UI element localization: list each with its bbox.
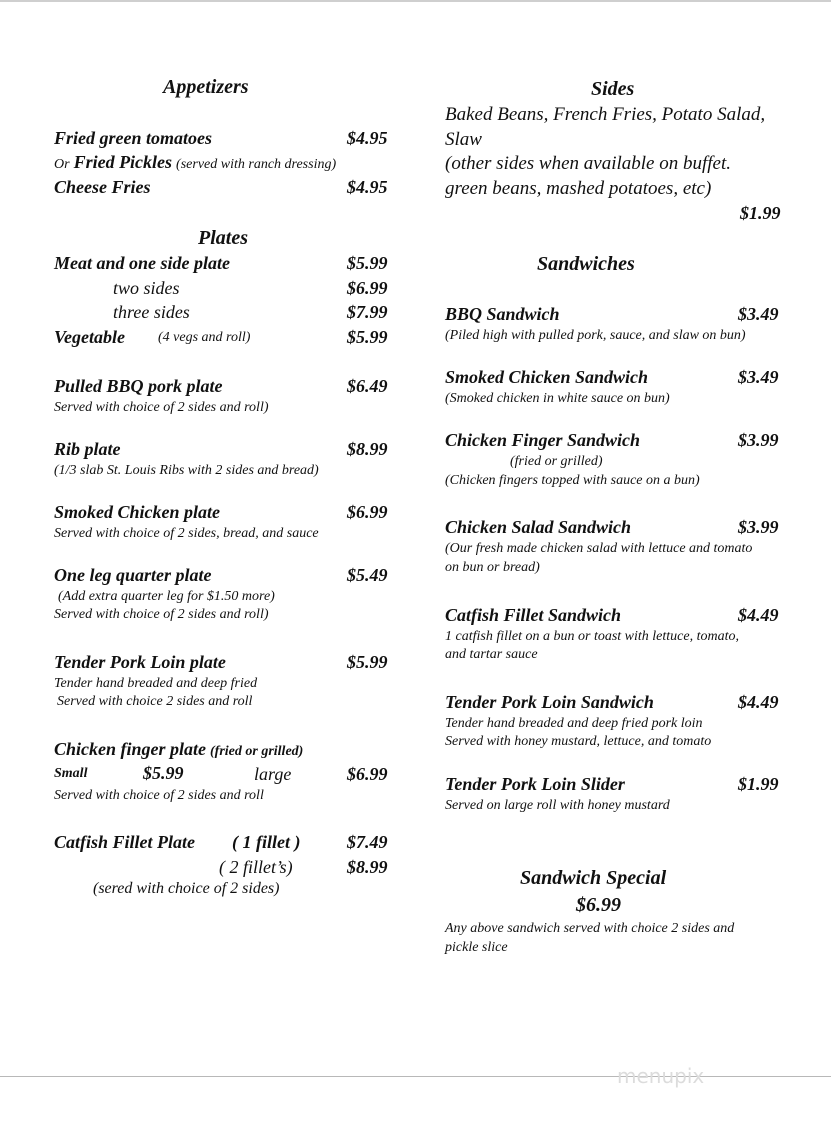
leg-quarter-price: $5.49: [347, 565, 388, 585]
catfish-two-price: $8.99: [347, 857, 388, 877]
two-sides-price: $6.99: [347, 278, 388, 298]
pork-loin-slider-desc: Served on large roll with honey mustard: [445, 798, 670, 813]
chicken-finger-plate-desc: Served with choice of 2 sides and roll: [54, 788, 264, 803]
smoked-chicken-name: Smoked Chicken plate: [54, 502, 220, 522]
pulled-bbq-price: $6.49: [347, 376, 388, 396]
large-label: large: [254, 764, 292, 784]
small-label: Small: [54, 766, 88, 781]
fried-green-tomatoes-price: $4.95: [347, 128, 388, 148]
three-sides-price: $7.99: [347, 302, 388, 322]
vegetable-price: $5.99: [347, 327, 388, 347]
chicken-salad-sandwich-price: $3.99: [738, 517, 779, 537]
appetizers-title: Appetizers: [163, 76, 249, 98]
catfish-sandwich-name: Catfish Fillet Sandwich: [445, 605, 622, 625]
special-desc-1: Any above sandwich served with choice 2 sides and: [445, 921, 735, 936]
or-label: Or: [54, 157, 70, 172]
scan-bottom-edge: [0, 1076, 831, 1077]
leg-quarter-name: One leg quarter plate: [54, 565, 212, 585]
chicken-finger-plate-note: (fried or grilled): [210, 744, 304, 759]
vegetable-name: Vegetable: [54, 327, 125, 347]
fried-green-tomatoes-name: Fried green tomatoes: [54, 128, 212, 148]
fried-pickles-line: [54, 152, 336, 173]
pork-loin-plate-desc-1: Tender hand breaded and deep fried: [54, 676, 258, 691]
scan-top-edge: [0, 0, 831, 2]
bbq-sandwich-desc: (Piled high with pulled pork, sauce, and slaw on bun): [445, 328, 746, 343]
catfish-plate-name: Catfish Fillet Plate: [54, 832, 196, 852]
small-price: $5.99: [143, 763, 184, 783]
smoked-chicken-sandwich-desc: (Smoked chicken in white sauce on bun): [445, 391, 670, 406]
sides-line-3: (other sides when available on buffet.: [445, 153, 732, 174]
chicken-salad-sandwich-desc-2: on bun or bread): [445, 560, 540, 575]
fried-pickles-name: Fried Pickles: [73, 152, 173, 172]
catfish-sandwich-desc-2: and tartar sauce: [445, 647, 538, 662]
leg-quarter-desc-2: Served with choice of 2 sides and roll): [54, 607, 269, 622]
chicken-salad-sandwich-desc-1: (Our fresh made chicken salad with lettuce and tomato: [445, 541, 753, 556]
chicken-finger-sandwich-desc-2: (Chicken fingers topped with sauce on a bun): [445, 473, 700, 488]
chicken-salad-sandwich-name: Chicken Salad Sandwich: [445, 517, 632, 537]
sides-line-2: Slaw: [445, 129, 482, 150]
plates-title: Plates: [198, 227, 248, 249]
smoked-chicken-sandwich-price: $3.49: [738, 367, 779, 387]
rib-plate-price: $8.99: [347, 439, 388, 459]
special-price: $6.99: [576, 894, 621, 916]
pork-loin-sandwich-desc-2: Served with honey mustard, lettuce, and tomato: [445, 734, 712, 749]
smoked-chicken-desc: Served with choice of 2 sides, bread, and sauce: [54, 526, 319, 541]
meat-side-name: Meat and one side plate: [54, 253, 230, 273]
special-title: Sandwich Special: [520, 867, 667, 889]
leg-quarter-desc-1: (Add extra quarter leg for $1.50 more): [58, 589, 275, 604]
three-sides-name: three sides: [113, 302, 190, 322]
catfish-sandwich-price: $4.49: [738, 605, 779, 625]
bbq-sandwich-price: $3.49: [738, 304, 779, 324]
catfish-plate-desc: (sered with choice of 2 sides): [93, 880, 280, 897]
catfish-one-price: $7.49: [347, 832, 388, 852]
pork-loin-plate-desc-2: Served with choice 2 sides and roll: [57, 694, 253, 709]
sides-line-1: Baked Beans, French Fries, Potato Salad,: [445, 104, 766, 125]
sides-price: $1.99: [740, 203, 781, 223]
catfish-one-fillet: ( 1 fillet ): [232, 832, 301, 852]
chicken-finger-sandwich-price: $3.99: [738, 430, 779, 450]
pulled-bbq-desc: Served with choice of 2 sides and roll): [54, 400, 269, 415]
pulled-bbq-name: Pulled BBQ pork plate: [54, 376, 223, 396]
catfish-two-fillet: ( 2 fillet’s): [219, 857, 293, 877]
pork-loin-plate-price: $5.99: [347, 652, 388, 672]
catfish-sandwich-desc-1: 1 catfish fillet on a bun or toast with lettuce, tomato,: [445, 629, 739, 644]
two-sides-name: two sides: [113, 278, 180, 298]
chicken-finger-plate-line: [54, 739, 303, 760]
smoked-chicken-price: $6.99: [347, 502, 388, 522]
chicken-finger-sandwich-desc-1: (fried or grilled): [510, 454, 603, 469]
special-desc-2: pickle slice: [445, 940, 508, 955]
smoked-chicken-sandwich-name: Smoked Chicken Sandwich: [445, 367, 649, 387]
sides-line-4: green beans, mashed potatoes, etc): [445, 178, 712, 199]
bbq-sandwich-name: BBQ Sandwich: [445, 304, 560, 324]
chicken-finger-sandwich-name: Chicken Finger Sandwich: [445, 430, 641, 450]
pork-loin-slider-name: Tender Pork Loin Slider: [445, 774, 625, 794]
pork-loin-slider-price: $1.99: [738, 774, 779, 794]
cheese-fries-name: Cheese Fries: [54, 177, 151, 197]
pork-loin-sandwich-price: $4.49: [738, 692, 779, 712]
pork-loin-sandwich-name: Tender Pork Loin Sandwich: [445, 692, 654, 712]
watermark-logo: menupix: [617, 1064, 705, 1088]
rib-plate-desc: (1/3 slab St. Louis Ribs with 2 sides and bread): [54, 463, 319, 478]
vegetable-note: (4 vegs and roll): [158, 330, 251, 345]
chicken-finger-plate-name: Chicken finger plate: [54, 739, 206, 759]
pork-loin-plate-name: Tender Pork Loin plate: [54, 652, 226, 672]
cheese-fries-price: $4.95: [347, 177, 388, 197]
pork-loin-sandwich-desc-1: Tender hand breaded and deep fried pork loin: [445, 716, 703, 731]
meat-side-price: $5.99: [347, 253, 388, 273]
sides-title: Sides: [591, 78, 635, 100]
large-price: $6.99: [347, 764, 388, 784]
fried-pickles-note: (served with ranch dressing): [176, 157, 337, 172]
sandwiches-title: Sandwiches: [537, 253, 635, 275]
rib-plate-name: Rib plate: [54, 439, 121, 459]
